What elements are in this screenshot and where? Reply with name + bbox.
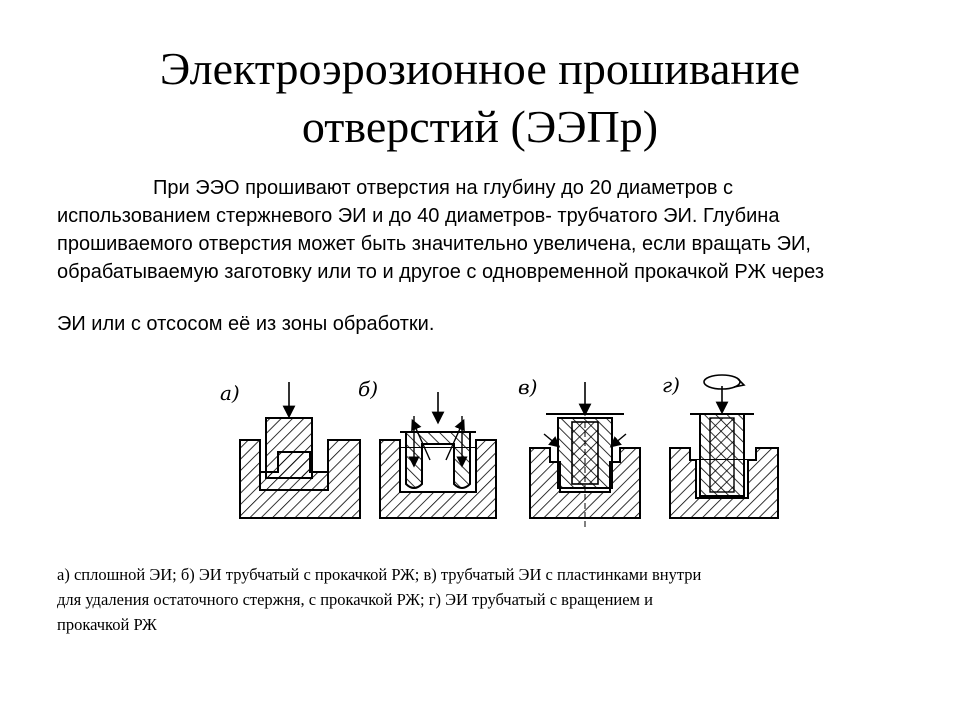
paragraph-line: использованием стержневого ЭИ и до 40 диаметров- трубчатого ЭИ. Глубина (57, 205, 780, 227)
paragraph-line: ЭИ или с отсосом её из зоны обработки. (57, 313, 435, 335)
paragraph-line: прошиваемого отверстия может быть значительно увеличена, если вращать ЭИ, (57, 233, 811, 255)
caption-line: прокачкой РЖ (57, 615, 157, 634)
figure-label-d: г) (662, 373, 680, 397)
diagram-a (220, 381, 360, 518)
body-paragraph (57, 174, 917, 338)
caption-line: а) сплошной ЭИ; б) ЭИ трубчатый с прокачкой РЖ; в) трубчатый ЭИ с пластинками внутри (57, 565, 702, 584)
figure-label-a: а) (220, 381, 240, 405)
diagram-d (662, 373, 778, 518)
slide-title (0, 40, 960, 156)
paragraph-line: При ЭЭО прошивают отверстия на глубину до 20 диаметров с (153, 177, 734, 199)
electrode-a (266, 418, 312, 478)
caption-line: для удаления остаточного стержня, с прокачкой РЖ; г) ЭИ трубчатый с вращением и (57, 590, 653, 609)
figure-caption (57, 562, 917, 637)
figure-label-b: б) (358, 377, 379, 401)
paragraph-line: обрабатываемую заготовку или то и другое с одновременной прокачкой РЖ через (57, 261, 825, 283)
diagram-c (518, 375, 640, 527)
slide-title-line-2: отверстий (ЭЭПр) (301, 101, 659, 152)
edm-drilling-diagram (200, 352, 820, 552)
diagram-b (358, 377, 496, 518)
figure-label-c: в) (518, 375, 538, 399)
slide-title-line-1: Электроэрозионное прошивание (159, 43, 801, 94)
